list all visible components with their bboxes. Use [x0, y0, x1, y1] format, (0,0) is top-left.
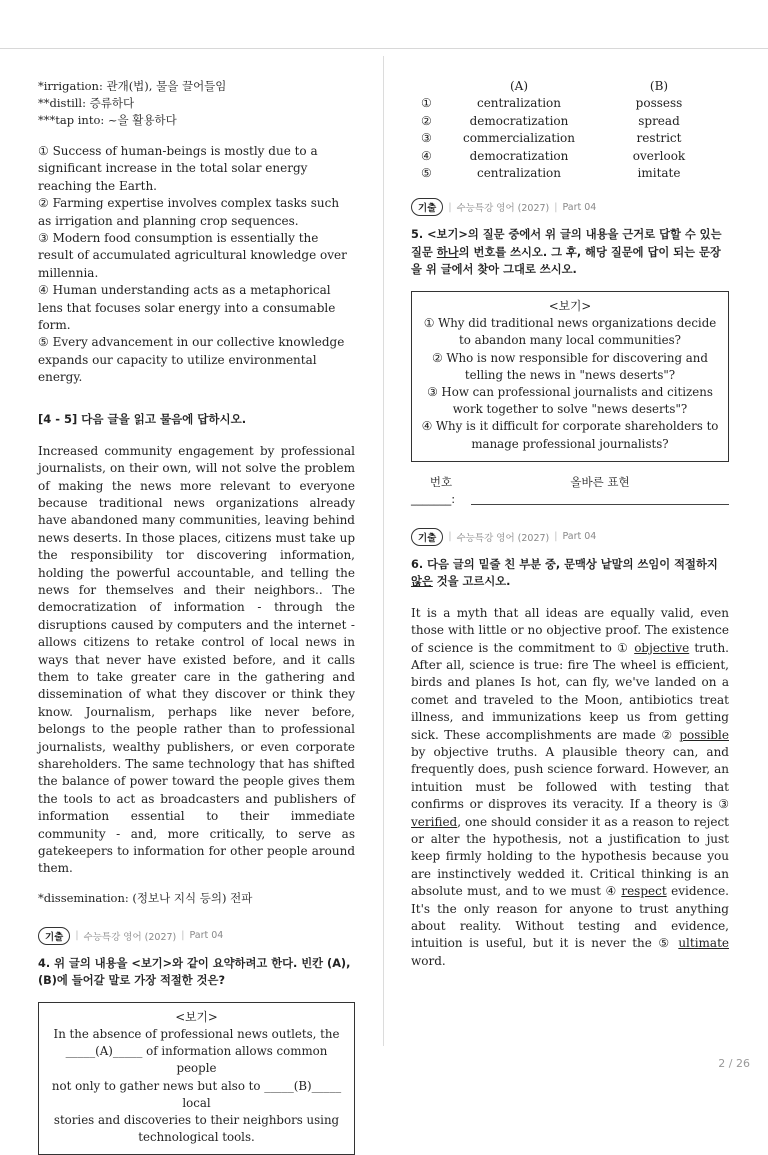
choice-row[interactable]	[411, 113, 729, 130]
answer-expression-blank[interactable]	[471, 492, 729, 505]
footnote-dissemination: *dissemination: (정보나 지식 등의) 전파	[38, 890, 253, 905]
choice-1[interactable]: ① Success of human-beings is mostly due to a significant increase in the total solar energy reaching the Earth.	[38, 144, 318, 193]
choice-3[interactable]: ③ Modern food consumption is essentially the result of accumulated agricultural knowledge over millennia.	[38, 231, 347, 280]
choice-b: imitate	[637, 166, 681, 181]
question-tag: 기출 | 수능특강 영어 (2027) | Part 04	[38, 927, 355, 945]
footnote-distill: **distill: 증류하다	[38, 96, 135, 110]
choice-row[interactable]	[411, 165, 729, 182]
part-label: Part 04	[562, 531, 597, 543]
choice-number: ④	[421, 148, 432, 163]
choice-a: commercialization	[462, 131, 576, 146]
answer-number-blank[interactable]: _______:	[411, 491, 456, 506]
question-4-box	[38, 1002, 355, 1155]
exam-badge: 기출	[411, 528, 443, 546]
choice-row[interactable]	[411, 95, 729, 112]
choice-number: ①	[421, 96, 432, 111]
choice-b: spread	[638, 113, 680, 128]
choice-4[interactable]: ④ Human understanding acts as a metaphorical lens that focuses solar energy into a consumable form.	[38, 283, 336, 333]
choice-a: democratization	[469, 148, 569, 163]
right-column	[411, 78, 729, 970]
passage-text: Increased community engagement by professional journalists, on their own, will not solve the problem of making the news more relevant to everyone because traditional news organizations already have abandoned many communities, leaving behind news deserts. In those places, citizens must take up the responsibility tor discovering information, holding the powerful accountable, and telling the news for themselves and their neighbors.. The democratization of information - through the disruptions caused by computers and the internet - allows citizens to retake control of local news in ways that never have existed before, and it calls them to take greater care in the gathering and dissemination of what they discover or think they know. Journalism, perhaps like never before, belongs to the people rather than to professional journalists, wealthy publishers, or even corporate shareholders. The same technology that has shifted the balance of power toward the people gives them the tools to act as broadcasters and publishers of information essential to their immediate community - and, more critically, to serve as gatekeepers to information for other people around them.	[38, 443, 355, 876]
column-divider	[383, 56, 384, 1046]
section-header: [4 - 5] 다음 글을 읽고 물음에 답하시오.	[38, 411, 247, 426]
choice-a: democratization	[469, 113, 569, 128]
choice-number: ⑤	[421, 166, 432, 181]
choice-row[interactable]	[411, 130, 729, 147]
question-6-title: 6. 다음 글의 밑줄 친 부분 중, 문맥상 낱말의 쓰임이 적절하지 않은 것을 고르시오.	[411, 557, 718, 589]
footnote-irrigation: *irrigation: 관개(법), 물을 끌어들임	[38, 79, 227, 93]
underlined-objective[interactable]: objective	[634, 640, 690, 655]
answer-blanks	[411, 492, 729, 506]
choice-b: restrict	[636, 131, 682, 146]
box-line: technological tools.	[138, 1130, 255, 1145]
question-item: ① Why did traditional news organizations decide to abandon many local communities?	[423, 316, 717, 348]
source-label: 수능특강 영어 (2027)	[456, 203, 550, 215]
column-b-header: (B)	[649, 79, 669, 93]
underlined-possible[interactable]: possible	[679, 727, 729, 742]
underlined-ultimate[interactable]: ultimate	[678, 936, 729, 951]
choice-a: centralization	[476, 96, 562, 111]
question-tag: 기출 | 수능특강 영어 (2027) | Part 04	[411, 198, 729, 216]
box-title: <보기>	[548, 298, 592, 313]
question-4-choices-table	[411, 78, 729, 182]
source-label: 수능특강 영어 (2027)	[83, 931, 177, 943]
question-5-box	[411, 291, 729, 462]
part-label: Part 04	[189, 930, 224, 942]
choice-number: ②	[421, 113, 432, 128]
answer-expression-label: 올바른 표현	[570, 474, 630, 489]
answer-number-label: 번호	[429, 474, 453, 489]
choice-2[interactable]: ② Farming expertise involves complex tasks such as irrigation and planning crop sequences.	[38, 196, 340, 228]
choice-row[interactable]	[411, 148, 729, 165]
choice-5[interactable]: ⑤ Every advancement in our collective knowledge expands our capacity to utilize environmental energy.	[38, 335, 345, 385]
exam-badge: 기출	[38, 927, 70, 945]
box-line: _____(A)_____ of information allows common people	[65, 1044, 328, 1076]
box-line: stories and discoveries to their neighbors using	[53, 1113, 340, 1128]
left-column	[38, 78, 355, 1155]
page-number: 2 / 26	[718, 1057, 750, 1070]
underlined-respect[interactable]: respect	[621, 884, 667, 899]
question-item: ③ How can professional journalists and citizens work together to solve "news deserts"?	[427, 384, 713, 417]
choice-b: possess	[635, 96, 683, 111]
choice-b: overlook	[632, 148, 686, 163]
question-6-passage: It is a myth that all ideas are equally valid, even those with little or no objective proof. The existence of science is the commitment to ① objective truth. After all, science is true: fire The wheel is efficient, birds and planes Is hot, can fly, we've landed on a comet and traveled to the Moon, antibiotics treat illness, and immunizations keep us from getting sick. These accomplishments are made ② possible by objective truths. A plausible theory can, and frequently does, push science forward. However, an intuition must be followed with testing that confirms or disproves its veracity. If a theory is ③ verified, one should consider it as a reason to reject or alter the hypothesis, not a justification to just keep firmly holding to the hypothesis because you are instinctively wedded it. Critical thinking is an absolute must, and to we must ④ respect evidence. It's the only reason for anyone to trust anything about reality. Without testing and evidence, intuition is useful, but it is never the ⑤ ultimate word.	[411, 605, 729, 968]
underlined-verified[interactable]: verified	[411, 814, 458, 829]
underlined-word: 하나	[436, 245, 459, 259]
header-divider	[0, 48, 768, 49]
answer-labels	[411, 474, 729, 490]
question-tag: 기출 | 수능특강 영어 (2027) | Part 04	[411, 528, 729, 546]
part-label: Part 04	[562, 201, 597, 213]
question-4-title: 4. 위 글의 내용을 <보기>와 같이 요약하려고 한다. 빈칸 (A), (B)에 들어갈 말로 가장 적절한 것은?	[38, 956, 351, 988]
question-item: ④ Why is it difficult for corporate shareholders to manage professional journalists?	[421, 419, 719, 451]
footnote-tap-into: ***tap into: ~을 활용하다	[38, 113, 177, 127]
underlined-word: 않은	[411, 575, 433, 589]
box-title: <보기>	[175, 1009, 218, 1024]
source-label: 수능특강 영어 (2027)	[456, 532, 550, 544]
choice-number: ③	[421, 131, 432, 146]
question-item: ② Who is now responsible for discovering and telling the news in "news deserts"?	[432, 350, 708, 382]
box-line: In the absence of professional news outlets, the	[53, 1027, 340, 1042]
exam-badge: 기출	[411, 198, 443, 216]
box-line: not only to gather news but also to _____(B)_____ local	[51, 1078, 342, 1110]
choice-a: centralization	[476, 166, 562, 181]
question-5-title: 5. <보기>의 질문 중에서 위 글의 내용을 근거로 답할 수 있는 질문 하나의 번호를 쓰시오. 그 후, 해당 질문에 답이 되는 문장을 위 글에서 찾아 그대로 쓰시오.	[411, 228, 722, 277]
column-a-header: (A)	[509, 79, 529, 93]
